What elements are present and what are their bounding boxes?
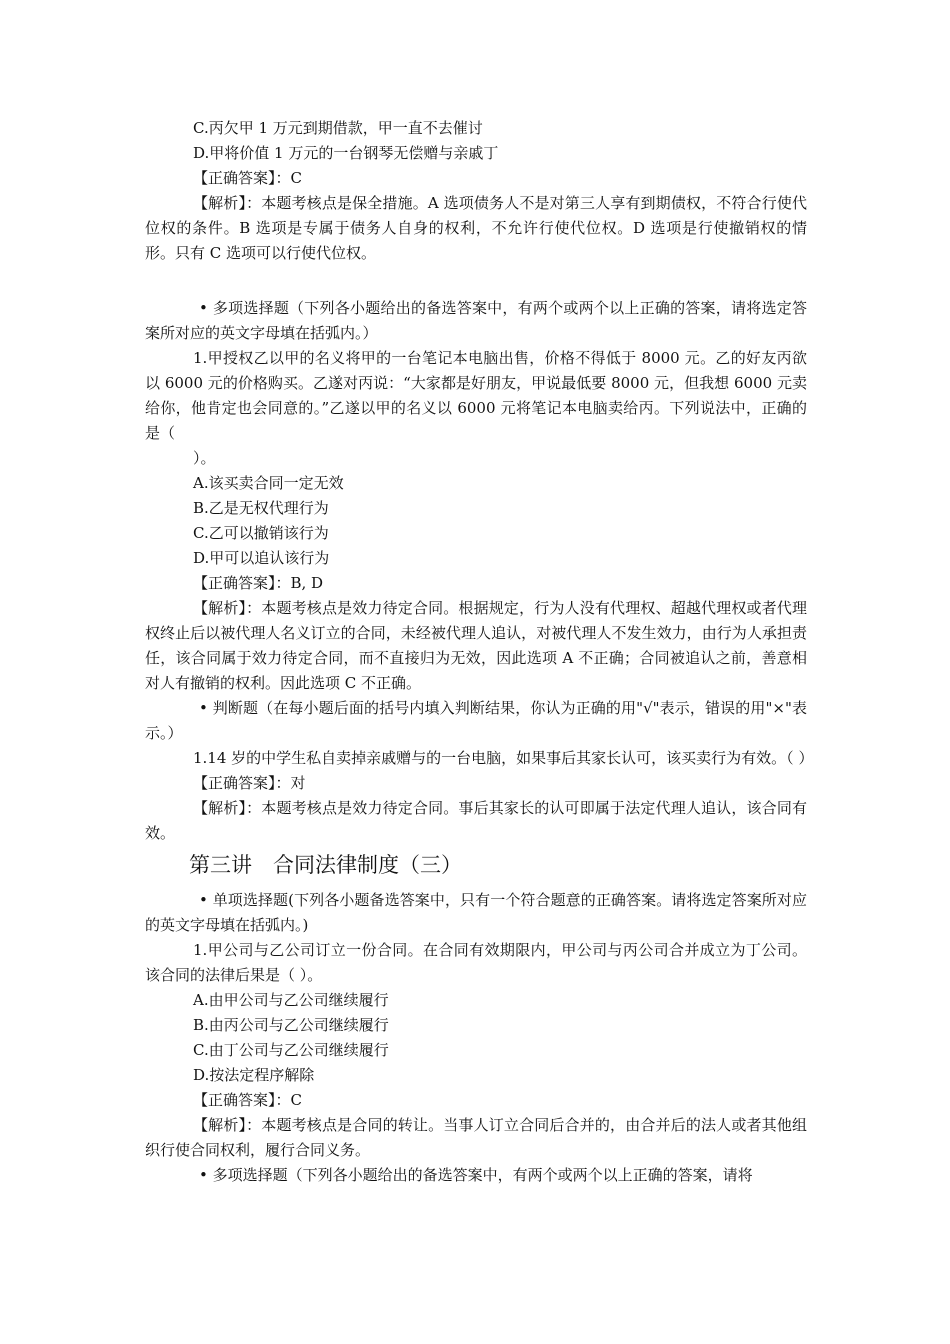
analysis: 【解析】：本题考核点是效力待定合同。根据规定，行为人没有代理权、超越代理权或者代理权终止后以被代理人名义订立的合同，未经被代理人追认，对被代理人不发生效力，由行为人承担责任，该合同属于效力待定合同，而不直接归为无效，因此选项 A 不正确；合同被追认之前，善意相对人有撤销的权利。因此选项 C 不正确。 (145, 599, 807, 692)
question-text: 1.甲授权乙以甲的名义将甲的一台笔记本电脑出售，价格不得低于 8000 元。乙的好友丙欲以 6000 元的价格购买。乙遂对丙说：“大家都是好朋友，甲说最低要 8000 元，但我想 6000 元卖给你，他肯定也会同意的。”乙遂以甲的名义以 6000 元将笔记本电脑卖给丙。下列说法中，正确的是（ (145, 349, 807, 442)
correct-answer: 【正确答案】：C (193, 1091, 302, 1109)
analysis: 【解析】：本题考核点是效力待定合同。事后其家长的认可即属于法定代理人追认，该合同有效。 (145, 799, 807, 842)
question-type-single: • 单项选择题(下列各小题备选答案中，只有一个符合题意的正确答案。请将选定答案所对应的英文字母填在括弧内。) (145, 891, 807, 934)
option-c: C.乙可以撤销该行为 (193, 524, 329, 542)
spacer (145, 266, 807, 296)
question-type-multiple: • 多项选择题（下列各小题给出的备选答案中，有两个或两个以上正确的答案，请将选定答案所对应的英文字母填在括弧内。） (145, 299, 807, 342)
option-d: D.甲将价值 1 万元的一台钢琴无偿赠与亲戚丁 (193, 144, 499, 162)
question-type-judgment: • 判断题（在每小题后面的括号内填入判断结果，你认为正确的用"√"表示，错误的用"×"表示。） (145, 699, 807, 742)
option-a: A.该买卖合同一定无效 (193, 474, 344, 492)
question-end: ）。 (193, 449, 216, 467)
question-type-multiple: • 多项选择题（下列各小题给出的备选答案中，有两个或两个以上正确的答案，请将 (199, 1166, 753, 1184)
analysis: 【解析】：本题考核点是合同的转让。当事人订立合同后合并的，由合并后的法人或者其他组织行使合同权利，履行合同义务。 (145, 1116, 807, 1159)
option-d: D.甲可以追认该行为 (193, 549, 330, 567)
correct-answer: 【正确答案】：对 (193, 774, 306, 792)
option-a: A.由甲公司与乙公司继续履行 (193, 991, 389, 1009)
option-b: B.由丙公司与乙公司继续履行 (193, 1016, 389, 1034)
correct-answer: 【正确答案】：C (193, 169, 302, 187)
question-text: 1.甲公司与乙公司订立一份合同。在合同有效期限内，甲公司与丙公司合并成立为丁公司。该合同的法律后果是（ ）。 (145, 941, 807, 984)
correct-answer: 【正确答案】：B, D (193, 574, 324, 592)
lecture-heading: 第三讲 合同法律制度（三） (189, 853, 462, 877)
option-c: C.丙欠甲 1 万元到期借款，甲一直不去催讨 (193, 119, 483, 137)
option-c: C.由丁公司与乙公司继续履行 (193, 1041, 389, 1059)
option-d: D.按法定程序解除 (193, 1066, 315, 1084)
document-page (145, 116, 814, 1188)
option-b: B.乙是无权代理行为 (193, 499, 329, 517)
analysis: 【解析】：本题考核点是保全措施。A 选项债务人不是对第三人享有到期债权，不符合行使代位权的条件。B 选项是专属于债务人自身的权利，不允许行使代位权。D 选项是行使撤销权的情形。只有 C 选项可以行使代位权。 (145, 194, 807, 262)
question-text: 1.14 岁的中学生私自卖掉亲戚赠与的一台电脑，如果事后其家长认可，该买卖行为有效。（ ） (193, 749, 814, 767)
